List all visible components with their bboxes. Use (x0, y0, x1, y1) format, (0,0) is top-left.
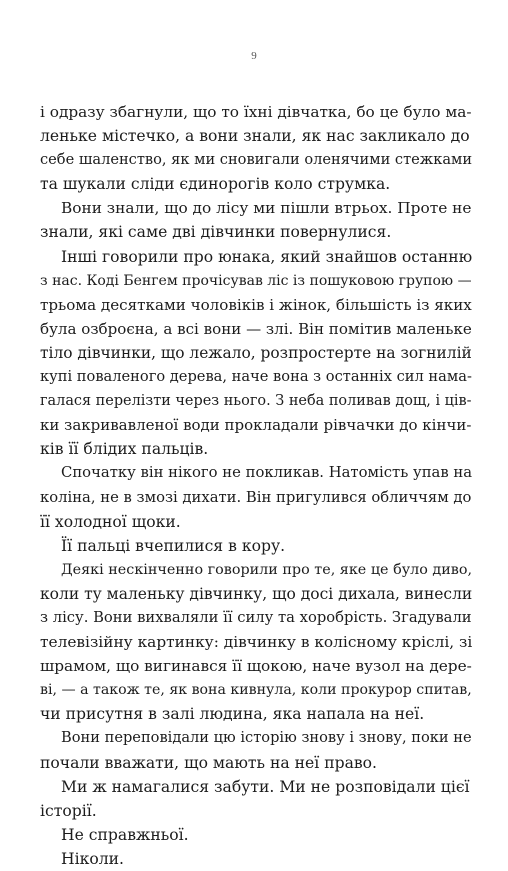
page-number: 9 (251, 50, 257, 62)
text-line: Не справжньої. (61, 825, 189, 844)
text-line: коліна, не в змозі дихати. Він пригулився обличчям до (40, 488, 472, 506)
text-line: коли ту маленьку дівчинку, що досі дихала, винесли (40, 584, 473, 603)
text-line: її холодної щоки. (40, 512, 181, 531)
text-line: знали, які саме дві дівчинки повернулися. (40, 223, 392, 242)
text-line: шрамом, що вигинався її щокою, наче вузол на дере- (40, 657, 472, 676)
text-line: чи присутня в залі людина, яка напала на неї. (40, 705, 425, 724)
text-line: телевізійну картинку: дівчинку в колісному кріслі, зі (40, 633, 473, 652)
text-line: купі поваленого дерева, наче вона з останніх сил нама- (40, 368, 472, 386)
text-line: трьома десятками чоловіків і жінок, більшість із яких (40, 295, 472, 314)
text-line: ки закривавленої води прокладали рівчачки до кінчи- (40, 416, 472, 435)
body-text (40, 100, 472, 871)
text-line: з нас. Коді Бенгем прочісував ліс із пошуковою групою — (40, 272, 472, 289)
text-line: з лісу. Вони вихваляли її силу та хоробрість. Згадували (40, 608, 472, 626)
text-line: леньке містечко, а вони знали, як нас закликало до (40, 127, 470, 146)
text-line: Деякі нескінченно говорили про те, яке це було диво, (61, 561, 473, 578)
text-line: Спочатку він нікого не покликав. Натомість упав на (61, 464, 473, 482)
text-line: тіло дівчинки, що лежало, розпростерте на зогнилій (40, 343, 472, 362)
text-line: Вони знали, що до лісу ми пішли втрьох. Проте не (61, 199, 472, 218)
text-line: Ніколи. (61, 849, 124, 868)
text-line: ві, — а також те, як вона кивнула, коли прокурор спитав, (40, 682, 472, 699)
text-line: ків її блідих пальців. (40, 440, 209, 459)
text-line: себе шаленство, як ми сновигали оленячими стежками (40, 151, 473, 169)
text-line: Інші говорили про юнака, який знайшов останню (61, 247, 473, 266)
text-line: була озброєна, а всі вони — злі. Він помітив маленьке (40, 319, 472, 338)
text-line: Ми ж намагалися забути. Ми не розповідали цієї (61, 777, 470, 796)
text-line: Її пальці вчепилися в кору. (61, 536, 286, 555)
text-line: і одразу збагнули, що то їхні дівчатка, бо це було ма- (40, 103, 472, 121)
text-line: Вони переповідали цю історію знову і знову, поки не (61, 729, 472, 747)
text-line: галася перелізти через нього. З неба поливав дощ, і ців- (40, 393, 472, 410)
text-line: та шукали сліди єдинорогів коло струмка. (40, 175, 391, 194)
text-line: почали вважати, що мають на неї право. (40, 753, 378, 772)
text-line: історії. (40, 801, 97, 820)
